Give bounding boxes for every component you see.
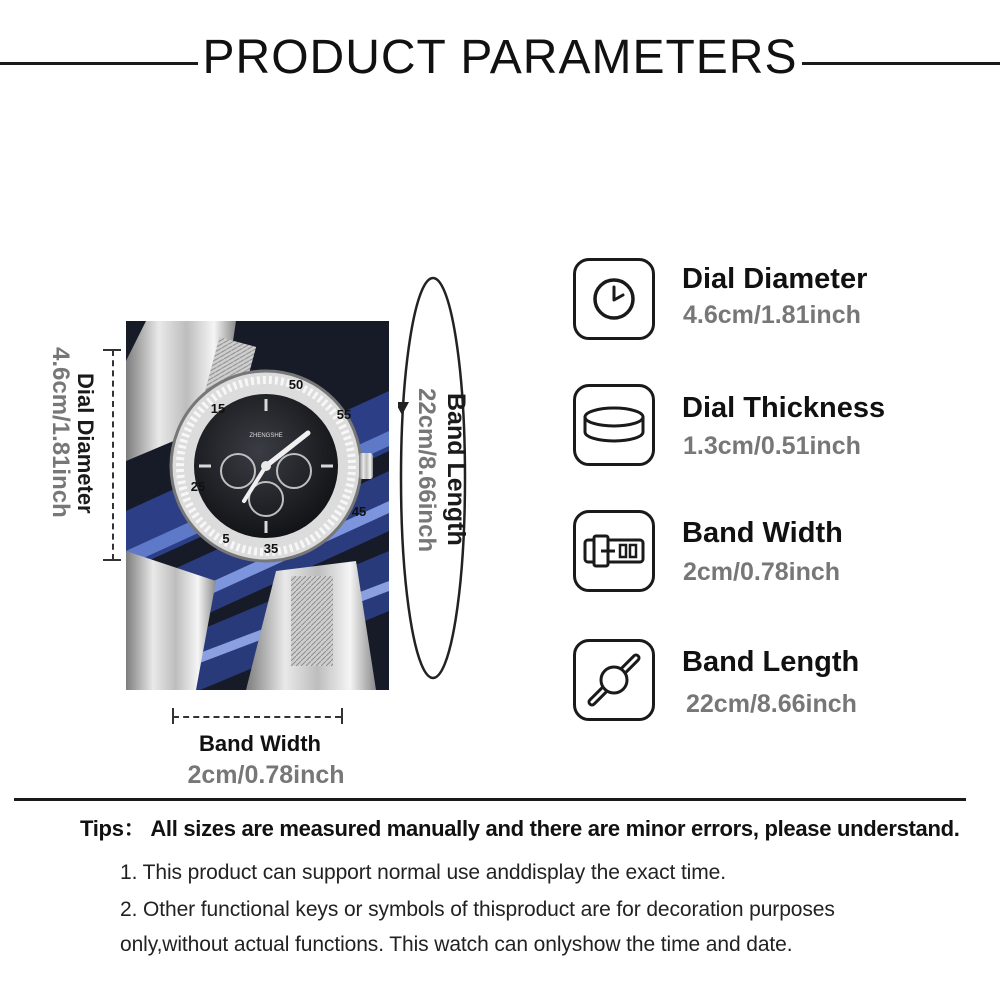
bezel-number: 35 (263, 541, 279, 556)
bezel-number: 45 (351, 504, 367, 519)
param-value-band-length: 22cm/8.66inch (686, 690, 857, 718)
band-width-dimension-line (173, 716, 341, 718)
band-length-label: Band Length (442, 393, 470, 546)
dial-diameter-dimension-line (112, 350, 114, 560)
tips-line: 2. Other functional keys or symbols of thisproduct are for decoration purposes (120, 898, 835, 921)
param-name-dial-diameter: Dial Diameter (682, 263, 868, 295)
header-rule-right (802, 62, 1000, 65)
dimension-cap (172, 708, 174, 724)
clock-icon-box (573, 258, 655, 340)
bezel-number: 25 (190, 479, 206, 494)
clock-icon (589, 274, 639, 324)
param-value-dial-thickness: 1.3cm/0.51inch (683, 432, 861, 460)
bezel-number: 50 (288, 377, 304, 392)
watch-logo: ZHENGSHE (249, 433, 283, 439)
band-buckle-icon (582, 531, 646, 571)
wrist-band-icon-box (573, 639, 655, 721)
band-width-value: 2cm/0.78inch (187, 761, 345, 789)
param-name-band-length: Band Length (682, 646, 860, 678)
param-value-band-width: 2cm/0.78inch (683, 558, 841, 586)
header-rule-left (0, 62, 198, 65)
dial-thickness-icon (581, 400, 647, 450)
tips-line: only,without actual functions. This watch can onlyshow the time and date. (120, 933, 793, 956)
dial-diameter-label: Dial Diameter (73, 373, 98, 514)
dimension-cap (103, 349, 121, 351)
wrist-band-icon (584, 650, 644, 710)
dimension-cap (341, 708, 343, 724)
band-buckle-icon-box (573, 510, 655, 592)
dimension-cap (103, 559, 121, 561)
bezel-number: 15 (210, 401, 226, 416)
tips-divider (14, 798, 966, 801)
tips-heading: Tips： All sizes are measured manually and there are minor errors, please understand. (80, 816, 960, 841)
dial-diameter-value: 4.6cm/1.81inch (47, 347, 74, 518)
tips-line: 1. This product can support normal use anddisplay the exact time. (120, 861, 726, 884)
bezel-number: 5 (222, 531, 230, 546)
product-photo (126, 321, 389, 690)
param-name-dial-thickness: Dial Thickness (682, 392, 886, 424)
band-length-value: 22cm/8.66inch (413, 388, 440, 553)
page-title: PRODUCT PARAMETERS (202, 31, 798, 84)
dial-thickness-icon-box (573, 384, 655, 466)
bezel-number: 55 (336, 407, 352, 422)
param-name-band-width: Band Width (682, 517, 843, 549)
param-value-dial-diameter: 4.6cm/1.81inch (683, 301, 861, 329)
band-width-label: Band Width (199, 731, 321, 756)
